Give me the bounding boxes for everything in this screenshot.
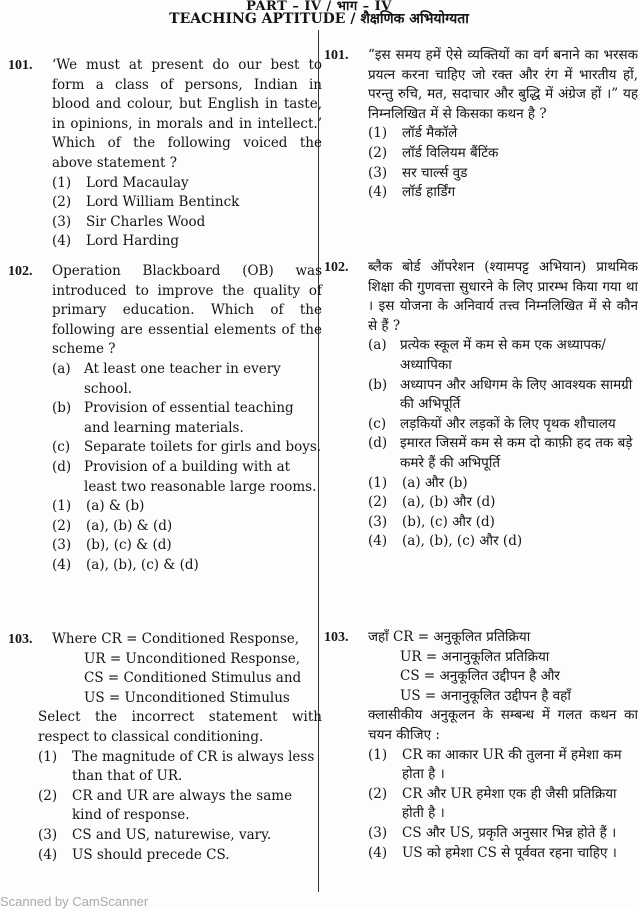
options-list xyxy=(52,497,322,575)
option-text: CR और UR हमेशा एक ही जैसी प्रतिक्रिया होती है । xyxy=(402,785,617,822)
option-tag: (2) xyxy=(52,194,72,211)
option-text: सर चार्ल्स वुड xyxy=(402,164,468,181)
option-tag: (4) xyxy=(52,556,72,573)
option[interactable] xyxy=(52,174,322,194)
option-tag: (2) xyxy=(368,144,388,161)
question-text: Select the incorrect statement with respect to classical conditioning. xyxy=(38,709,322,745)
statement-text: अध्यापन और अधिगम के लिए आवश्यक सामग्री की अभिपूर्ति xyxy=(400,376,633,413)
statement-text: Provision of essential teaching and learning materials. xyxy=(84,400,294,436)
option[interactable] xyxy=(38,826,322,846)
statement-tag: (c) xyxy=(52,439,71,456)
option[interactable] xyxy=(368,746,638,785)
option-tag: (4) xyxy=(368,533,388,550)
option-text: The magnitude of CR is always less than that of UR. xyxy=(72,748,315,785)
option-text: लॉर्ड विलियम बैंटिंक xyxy=(402,144,499,161)
options-list xyxy=(368,474,638,552)
definition-line: US = Unconditioned Stimulus xyxy=(84,689,290,706)
question-102-hindi xyxy=(324,258,638,552)
statement-tag: (d) xyxy=(368,435,388,452)
options-list xyxy=(52,174,322,252)
option-tag: (2) xyxy=(52,517,72,534)
option-tag: (4) xyxy=(52,233,72,250)
definition-line: जहाँ CR = अनुकूलित प्रतिक्रिया xyxy=(368,629,531,645)
question-number: 103. xyxy=(324,630,349,645)
option-text: (b), (c) और (d) xyxy=(402,513,495,530)
option-text: US should precede CS. xyxy=(72,846,230,863)
option[interactable] xyxy=(38,787,322,826)
option[interactable] xyxy=(38,748,322,787)
statement-tag: (a) xyxy=(52,360,71,377)
option-tag: (3) xyxy=(368,513,388,530)
statement-text: Provision of a building with at least two reasonable large rooms. xyxy=(84,458,317,495)
option-tag: (3) xyxy=(52,213,72,230)
option-tag: (3) xyxy=(368,164,388,181)
option[interactable] xyxy=(52,556,322,576)
option[interactable] xyxy=(38,846,322,866)
option-text: (b), (c) & (d) xyxy=(86,537,172,554)
definition-line: UR = Unconditioned Response, xyxy=(84,650,301,667)
option-tag: (1) xyxy=(38,748,58,765)
statement xyxy=(368,434,638,473)
statement xyxy=(52,360,322,399)
option[interactable] xyxy=(368,844,638,864)
option-tag: (1) xyxy=(52,498,72,515)
question-text: ब्लैक बोर्ड ऑपरेशन (श्यामपट्ट अभियान) प्राथमिक शिक्षा की गुणवत्ता सुधारने के लिए प्रारम्भ किया गया था । इस योजना के अनिवार्य तत्त्व निम्नलिखित में से कौन से हैं ? xyxy=(368,259,638,334)
statement-tag: (d) xyxy=(52,458,72,475)
option-text: CS और US, प्रकृति अनुसार भिन्न होते हैं । xyxy=(402,824,617,841)
question-number: 101. xyxy=(8,58,33,73)
question-number: 101. xyxy=(324,48,349,63)
question-101-english xyxy=(8,56,322,252)
option-text: (a), (b), (c) और (d) xyxy=(402,533,523,550)
option[interactable] xyxy=(52,213,322,233)
option-tag: (3) xyxy=(368,824,388,841)
statement-text: At least one teacher in every school. xyxy=(84,360,281,397)
definition-line: UR = अनानुकूलित प्रतिक्रिया xyxy=(400,648,550,665)
question-102-english xyxy=(8,262,322,576)
options-list xyxy=(368,124,638,202)
option-tag: (4) xyxy=(38,846,58,863)
question-number: 103. xyxy=(8,632,33,647)
option-tag: (2) xyxy=(368,785,388,802)
option[interactable] xyxy=(368,144,638,164)
scanner-watermark: Scanned by CamScanner xyxy=(0,894,149,909)
option-text: Lord William Bentinck xyxy=(86,194,240,211)
definition-line: Where CR = Conditioned Response, xyxy=(52,631,300,647)
question-text: क्लासीकीय अनुकूलन के सम्बन्ध में गलत कथन का चयन कीजिए : xyxy=(368,707,638,743)
definition-line: CS = Conditioned Stimulus and xyxy=(84,670,302,687)
option[interactable] xyxy=(368,532,638,552)
part-heading: PART – IV / भाग – IV xyxy=(246,0,392,14)
option[interactable] xyxy=(368,493,638,513)
statement xyxy=(368,376,638,415)
statement xyxy=(52,438,322,458)
definition-line: CS = अनुकूलित उद्दीपन है और xyxy=(400,668,560,685)
option-tag: (1) xyxy=(368,474,388,491)
option[interactable] xyxy=(52,193,322,213)
option-text: Sir Charles Wood xyxy=(86,213,206,230)
option[interactable] xyxy=(368,124,638,144)
option-text: (a) & (b) xyxy=(86,498,145,515)
statement-text: Separate toilets for girls and boys. xyxy=(84,439,322,456)
option-text: US को हमेशा CS से पूर्ववत रहना चाहिए । xyxy=(402,844,617,861)
question-number: 102. xyxy=(8,264,33,279)
option-text: लॉर्ड हार्डिंग xyxy=(402,184,456,201)
section-title: TEACHING APTITUDE / शैक्षणिक अभियोग्यता xyxy=(169,11,469,27)
option-tag: (3) xyxy=(52,537,72,554)
definition-line: US = अनानुकूलित उद्दीपन है वहाँ xyxy=(400,687,571,704)
statement-tag: (b) xyxy=(368,376,388,393)
option-text: CR and UR are always the same kind of response. xyxy=(72,787,293,824)
statements-list xyxy=(52,360,322,497)
question-text: Operation Blackboard (OB) was introduced to improve the quality of primary education. Which of the following are essential elements of the scheme ? xyxy=(52,263,322,358)
question-101-hindi xyxy=(324,46,638,203)
statement-tag: (a) xyxy=(368,337,387,354)
statement xyxy=(52,458,322,497)
question-103-english xyxy=(8,630,322,865)
question-text: “इस समय हमें ऐसे व्यक्तियों का वर्ग बनाने का भरसक प्रयत्न करना चाहिए जो रक्त और रंग में भारतीय हों, परन्तु रुचि, मत, सदाचार और बुद्धि में अंग्रेज हों ।” यह निम्नलिखित में से किसका कथन है ? xyxy=(368,47,638,122)
option-tag: (2) xyxy=(368,494,388,511)
option-text: लॉर्ड मैकॉले xyxy=(402,125,458,142)
option-tag: (3) xyxy=(38,826,58,843)
statement-text: लड़कियों और लड़कों के लिए पृथक शौचालय xyxy=(400,415,616,432)
option-text: (a) और (b) xyxy=(402,474,468,491)
option-tag: (1) xyxy=(368,746,388,763)
option[interactable] xyxy=(52,517,322,537)
option[interactable] xyxy=(52,232,322,252)
question-text: ‘We must at present do our best to form a class of persons, Indian in blood and colour, but English in taste, in opinions, in morals and in intellect.’ Which of the following voiced the above statement ? xyxy=(52,57,322,171)
statement xyxy=(368,415,638,435)
option-text: Lord Harding xyxy=(86,233,180,250)
option-text: CR का आकार UR की तुलना में हमेशा कम होता है । xyxy=(402,746,622,783)
statements-list xyxy=(368,336,638,473)
option-text: (a), (b), (c) & (d) xyxy=(86,556,199,573)
option[interactable] xyxy=(368,183,638,203)
question-103-hindi xyxy=(324,628,638,863)
option-tag: (4) xyxy=(368,184,388,201)
question-number: 102. xyxy=(324,260,349,275)
option[interactable] xyxy=(368,474,638,494)
option[interactable] xyxy=(368,513,638,533)
options-list xyxy=(38,748,322,866)
statement-text: प्रत्येक स्कूल में कम से कम एक अध्यापक/अध्यापिका xyxy=(400,337,606,373)
option-text: CS and US, naturewise, vary. xyxy=(72,826,272,843)
option-text: (a), (b) & (d) xyxy=(86,517,173,534)
option[interactable] xyxy=(368,785,638,824)
option[interactable] xyxy=(52,536,322,556)
option[interactable] xyxy=(52,497,322,517)
option-tag: (2) xyxy=(38,787,58,804)
option-tag: (1) xyxy=(52,174,72,191)
statement-tag: (c) xyxy=(368,415,387,432)
option-text: (a), (b) और (d) xyxy=(402,494,496,511)
option-tag: (4) xyxy=(368,844,388,861)
statement xyxy=(368,336,638,375)
option[interactable] xyxy=(368,824,638,844)
option-text: Lord Macaulay xyxy=(86,174,189,191)
option[interactable] xyxy=(368,164,638,184)
statement-text: इमारत जिसमें कम से कम दो काफ़ी हद तक बड़े कमरे हैं की अभिपूर्ति xyxy=(400,435,633,471)
statement xyxy=(52,399,322,438)
option-tag: (1) xyxy=(368,125,388,142)
statement-tag: (b) xyxy=(52,400,72,417)
options-list xyxy=(368,746,638,864)
